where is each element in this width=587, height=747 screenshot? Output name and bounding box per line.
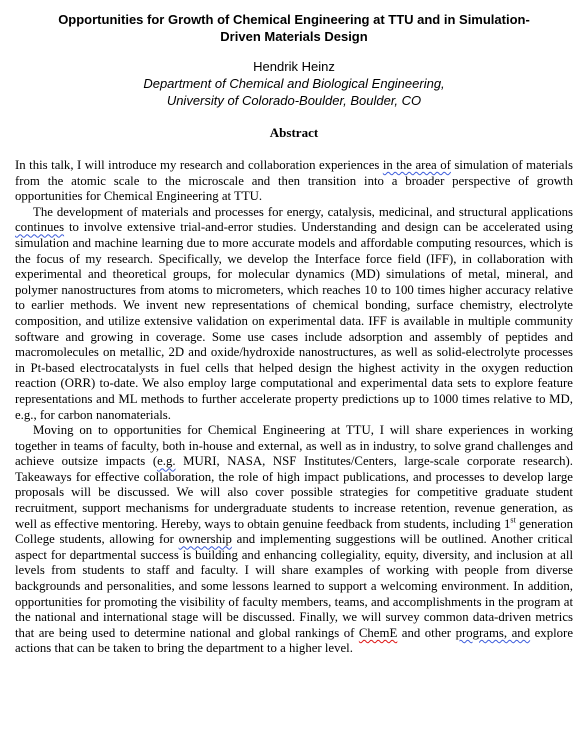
p2-text-a: The development of materials and processes for energy, catalysis, medicinal, and structural applications — [33, 204, 573, 219]
p3-text-d: generation College students, allowing for — [15, 516, 573, 547]
p2-flagged-word: continues — [15, 220, 65, 235]
p3-text-f: and implementing suggestions will be outlined. Another critical aspect for departmental success is building and enhancing collegiality, equity, diversity, and inclusion at all levels from students to staff and faculty. I will share examples of working with people from diverse backgrounds and personalities, and some lessons learned to support a welcoming environment. In addition, opportunities for promoting the visibility of faculty members, teams, and accomplishments in the program at the national and international stage will be discussed. Finally, we will survey common data-driven metrics that are being used to determine national and global rankings of — [15, 532, 573, 640]
abstract-heading: Abstract — [269, 125, 319, 140]
p3-flagged-programs: programs, and — [455, 625, 531, 640]
abstract-paragraph-2 — [15, 205, 573, 423]
p3-flagged-ownership: ownership — [178, 532, 232, 547]
document-page — [15, 11, 573, 657]
p1-flagged-phrase: in the area of — [382, 158, 451, 172]
title-line-2: Driven Materials Design — [220, 29, 368, 44]
affiliation-line-2: University of Colorado-Boulder, Boulder, CO — [166, 93, 422, 108]
abstract-paragraph-1 — [15, 158, 573, 205]
p3-flagged-cheme: ChemE — [358, 625, 398, 640]
p3-superscript: st — [510, 515, 516, 525]
document-title — [15, 11, 573, 45]
affiliation-line-1: Department of Chemical and Biological Engineering, — [143, 76, 445, 91]
author-name: Hendrik Heinz — [253, 59, 335, 74]
p3-text-j: explore actions that can be taken to bring the department to a higher level. — [15, 625, 573, 656]
abstract-paragraph-3 — [15, 423, 573, 657]
p3-flagged-eg: e.g. — [157, 454, 176, 469]
p1-text-a: In this talk, I will introduce my research and collaboration experiences — [15, 158, 383, 172]
p2-text-c: to involve extensive trial-and-error studies. Understanding and design can be accelerated using simulation and machine learning due to more accurate models and affordable computing resources, which is the focus of my research. Specifically, we develop the Interface force field (IFF), in collaboration with experimental and theoretical groups, for molecular dynamics (MD) simulations of metal, mineral, and polymer nanostructures from atoms to micrometers, which reaches 10 to 100 times higher accuracy relative to earlier methods. We invent new representations of chemical bonding, surface chemistry, electrolyte composition, and utilize extensive validation on experimental data. IFF is available in multiple community software and growing in coverage. Some use cases include adsorption and assembly of peptides and macromolecules on metallic, 2D and oxide/hydroxide nanostructures, as well as solid-electrolyte processes in Pt-based electrocatalysts in fuel cells that helped design the highest activity in the oxygen reduction reaction (ORR) to-date. We also employ large computational and experimental data sets to explore feature representations and ML methods to further accelerate property predictions up to 1000 times relative to MD, e.g., for carbon nanomaterials. — [15, 220, 573, 422]
p3-text-c: MURI, NASA, NSF Institutes/Centers, large-scale corporate research). Takeaways for effective collaboration, the role of high impact publications, and processes to develop large proposals will be discussed. We will also cover possible strategies for competitive graduate student recruitment, support mechanisms for undergraduate students to increase retention, revenue generation, as well as effective mentoring. Hereby, ways to obtain genuine feedback from students, including 1 — [15, 454, 573, 531]
p3-text-h: and other — [397, 625, 456, 640]
p3-text-a: Moving on to opportunities for Chemical Engineering at TTU, I will share experiences in working together in teams of faculty, both in-house and external, as well as in industry, to solve grand challenges and achieve outsize impacts ( — [15, 423, 573, 469]
title-line-1: Opportunities for Growth of Chemical Engineering at TTU and in Simulation- — [58, 12, 530, 27]
p1-text-c: simulation of materials from the atomic scale to the microscale and then transition into a broader perspective of growth opportunities for Chemical Engineering at TTU. — [15, 158, 573, 204]
